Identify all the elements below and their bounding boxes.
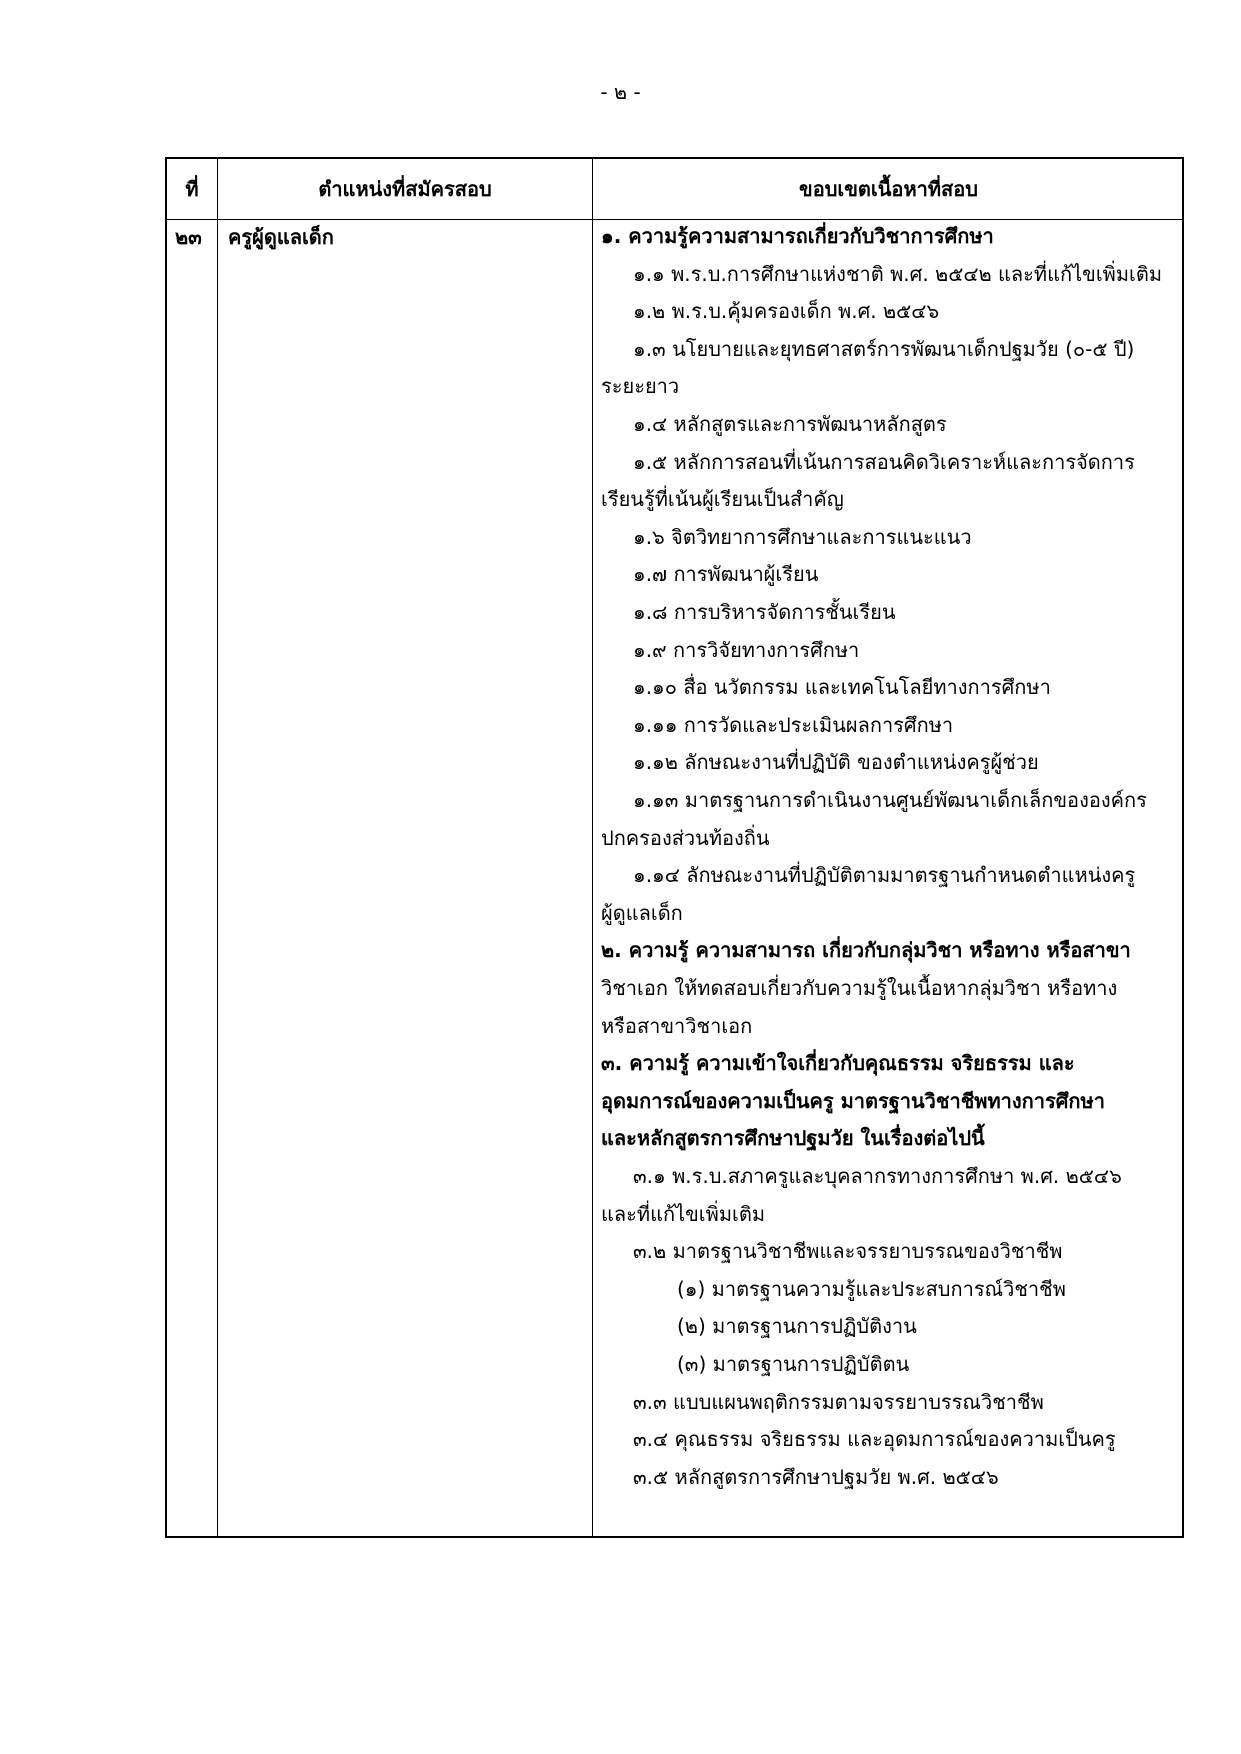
- header-divider: [167, 219, 1182, 220]
- header-no: ที่: [185, 177, 199, 201]
- scope-line: หรือสาขาวิชาเอก: [601, 1013, 753, 1038]
- scope-line: ๑.๑๐ สื่อ นวัตกรรม และเทคโนโลยีทางการศึกษา: [633, 675, 1051, 700]
- scope-line: อุดมการณ์ของความเป็นครู มาตรฐานวิชาชีพทางการศึกษา: [601, 1088, 1105, 1113]
- scope-line: ปกครองส่วนท้องถิ่น: [601, 825, 770, 850]
- scope-line: และหลักสูตรการศึกษาปฐมวัย ในเรื่องต่อไปนี้: [601, 1126, 985, 1151]
- scope-line: ๑.๕ หลักการสอนที่เน้นการสอนคิดวิเคราะห์และการจัดการ: [633, 449, 1135, 474]
- scope-line: ๑.๑๒ ลักษณะงานที่ปฏิบัติ ของตำแหน่งครูผู้ช่วย: [633, 750, 1039, 775]
- scope-line: ๑.๑๑ การวัดและประเมินผลการศึกษา: [633, 712, 954, 737]
- scope-line: ๑.๓ นโยบายและยุทธศาสตร์การพัฒนาเด็กปฐมวัย (๐-๕ ปี): [633, 336, 1135, 361]
- scope-line: และที่แก้ไขเพิ่มเติม: [601, 1201, 766, 1226]
- scope-line: ๑.๘ การบริหารจัดการชั้นเรียน: [633, 600, 896, 624]
- scope-line: ๑.๒ พ.ร.บ.คุ้มครองเด็ก พ.ศ. ๒๕๔๖: [633, 299, 940, 324]
- scope-line: ผู้ดูแลเด็ก: [601, 900, 683, 925]
- scope-line: (๑) มาตรฐานความรู้และประสบการณ์วิชาชีพ: [677, 1276, 1066, 1301]
- row-position: ครูผู้ดูแลเด็ก: [228, 225, 334, 249]
- scope-line: เรียนรู้ที่เน้นผู้เรียนเป็นสำคัญ: [601, 487, 844, 512]
- scope-line: (๓) มาตรฐานการปฏิบัติตน: [677, 1352, 910, 1376]
- scope-line: ระยะยาว: [601, 374, 680, 399]
- column-divider: [217, 159, 218, 1536]
- scope-line: (๒) มาตรฐานการปฏิบัติงาน: [677, 1314, 917, 1339]
- scope-line: ๑.๗ การพัฒนาผู้เรียน: [633, 562, 819, 587]
- content-table: [165, 157, 1184, 1538]
- page-number: - ๒ -: [600, 80, 641, 104]
- column-divider: [592, 159, 593, 1536]
- scope-line: วิชาเอก ให้ทดสอบเกี่ยวกับความรู้ในเนื้อหากลุ่มวิชา หรือทาง: [601, 976, 1118, 1000]
- scope-line: ๓.๕ หลักสูตรการศึกษาปฐมวัย พ.ศ. ๒๕๔๖: [633, 1464, 999, 1489]
- scope-line: ๑. ความรู้ความสามารถเกี่ยวกับวิชาการศึกษา: [601, 224, 994, 248]
- scope-line: ๓.๒ มาตรฐานวิชาชีพและจรรยาบรรณของวิชาชีพ: [633, 1239, 1063, 1264]
- row-number: ๒๓: [175, 225, 202, 249]
- scope-line: ๑.๑ พ.ร.บ.การศึกษาแห่งชาติ พ.ศ. ๒๕๔๒ และที่แก้ไขเพิ่มเติม: [633, 261, 1163, 286]
- scope-line: ๓.๔ คุณธรรม จริยธรรม และอุดมการณ์ของความเป็นครู: [633, 1427, 1116, 1452]
- header-position: ตำแหน่งที่สมัครสอบ: [318, 177, 492, 201]
- scope-line: ๓.๓ แบบแผนพฤติกรรมตามจรรยาบรรณวิชาชีพ: [633, 1389, 1044, 1414]
- scope-line: ๑.๑๔ ลักษณะงานที่ปฏิบัติตามมาตรฐานกำหนดตำแหน่งครู: [633, 863, 1136, 888]
- scope-line: ๑.๑๓ มาตรฐานการดำเนินงานศูนย์พัฒนาเด็กเล็กขององค์กร: [633, 788, 1147, 812]
- scope-line: ๑.๙ การวิจัยทางการศึกษา: [633, 637, 860, 662]
- scope-line: ๓. ความรู้ ความเข้าใจเกี่ยวกับคุณธรรม จริยธรรม และ: [601, 1051, 1075, 1076]
- header-scope: ขอบเขตเนื้อหาที่สอบ: [799, 177, 978, 201]
- scope-line: ๑.๖ จิตวิทยาการศึกษาและการแนะแนว: [633, 524, 972, 549]
- scope-line: ๑.๔ หลักสูตรและการพัฒนาหลักสูตร: [633, 412, 947, 436]
- scope-line: ๓.๑ พ.ร.บ.สภาครูและบุคลากรทางการศึกษา พ.ศ. ๒๕๔๖: [633, 1164, 1122, 1188]
- scope-line: ๒. ความรู้ ความสามารถ เกี่ยวกับกลุ่มวิชา หรือทาง หรือสาขา: [601, 938, 1131, 963]
